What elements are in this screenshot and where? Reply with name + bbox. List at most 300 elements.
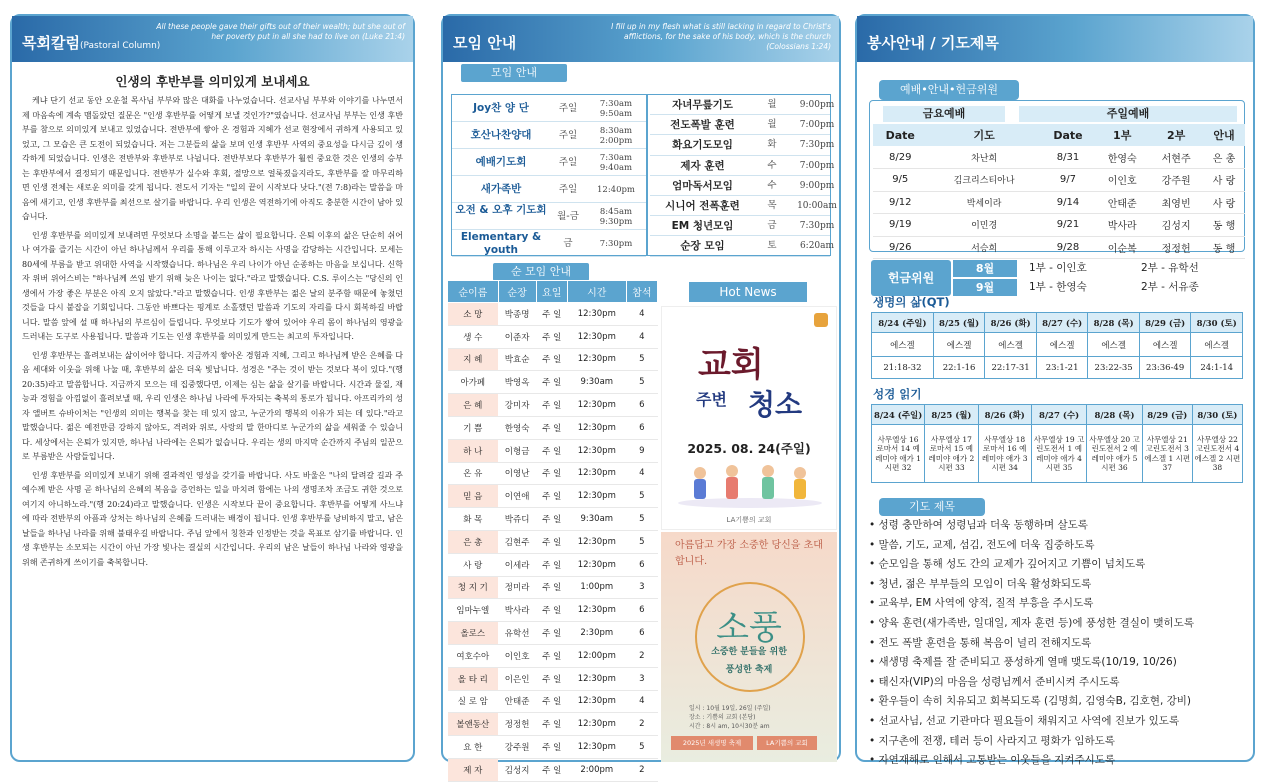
table-cell: 12:30pm xyxy=(567,348,626,371)
meeting-name: 전도폭발 훈련 xyxy=(670,119,735,132)
meetings-left-column xyxy=(452,95,648,255)
meeting-row xyxy=(452,149,646,176)
meeting-day: 금 xyxy=(563,238,573,249)
poster2-church-tag: LA기쁨의 교회 xyxy=(757,736,817,750)
meeting-day: 토 xyxy=(767,240,777,252)
table-cell: 여호수아 xyxy=(448,644,499,667)
new-life-festival-poster xyxy=(661,532,837,762)
meeting-time: 7:00pm xyxy=(799,120,835,131)
table-row xyxy=(448,348,658,371)
table-cell: 아가페 xyxy=(448,371,499,394)
meeting-name: 자녀무릎기도 xyxy=(672,99,733,111)
table-cell: 이연애 xyxy=(498,485,536,508)
table-cell: 3 xyxy=(626,576,657,599)
qt-label: 생명의 삶(QT) xyxy=(873,295,950,309)
qt-verse: 23:36-49 xyxy=(1139,357,1191,379)
prayer-item: • 전도 폭발 훈련을 통해 복음이 널리 전해지도록 xyxy=(869,636,1092,649)
qt-table xyxy=(871,312,1243,379)
table-cell: 정정헌 xyxy=(1149,236,1203,259)
table-cell: 김성지 xyxy=(1149,214,1203,237)
prayer-item: • 교육부, EM 사역에 양적, 질적 부흥을 주시도록 xyxy=(869,597,1094,610)
table-cell: 박효순 xyxy=(498,348,536,371)
table-cell: 4 xyxy=(626,690,657,713)
table-cell: 6 xyxy=(626,416,657,439)
table-cell: 주 일 xyxy=(536,576,567,599)
table-cell: 주 일 xyxy=(536,371,567,394)
sunday-label: 주일예배 xyxy=(1019,106,1237,122)
table-cell: 12:30pm xyxy=(567,439,626,462)
table-cell: 요 한 xyxy=(448,736,499,759)
table-cell: 9/12 xyxy=(873,191,927,214)
table-cell: 12:30pm xyxy=(567,485,626,508)
meeting-day: 화 xyxy=(767,139,777,151)
table-cell: 6 xyxy=(626,553,657,576)
table-cell: 주 일 xyxy=(536,553,567,576)
table-cell: 9/26 xyxy=(873,236,927,259)
prayer-item: • 지구촌에 전쟁, 테러 등이 사라지고 평화가 임하도록 xyxy=(869,734,1115,747)
meeting-name: 엄마독서모임 xyxy=(672,179,733,192)
meeting-row xyxy=(650,176,835,196)
meeting-time: 6:20am xyxy=(799,241,835,252)
table-cell: 주 일 xyxy=(536,508,567,531)
meeting-time: 7:30am 9:40am xyxy=(599,152,633,173)
table-cell: 4 xyxy=(626,462,657,485)
qt-header: 8/25 (월) xyxy=(933,313,985,333)
meeting-name: 오전 & 오후 기도회 xyxy=(455,203,547,216)
table-cell: 믿 음 xyxy=(448,485,499,508)
prayer-item: • 새생명 축제를 잘 준비되고 풍성하게 열매 맺도록(10/19, 10/26) xyxy=(869,656,1177,669)
meeting-row xyxy=(452,176,646,203)
table-cell: 볼앤동산 xyxy=(448,713,499,736)
qt-book: 에스겔 xyxy=(1036,333,1088,357)
table-row xyxy=(448,416,658,439)
table-row xyxy=(448,394,658,417)
table-cell: 이형금 xyxy=(498,439,536,462)
prayer-item: • 환우들이 속히 치유되고 회복되도록 (김명희, 김영숙B, 김호현, 강비) xyxy=(869,695,1192,708)
table-row xyxy=(873,146,1245,169)
meeting-day: 주일 xyxy=(558,184,578,195)
table-row xyxy=(448,736,658,759)
meeting-day: 월 xyxy=(767,99,777,110)
meeting-day: 주일 xyxy=(558,130,578,141)
meeting-time: 12:40pm xyxy=(597,184,635,195)
table-cell: 12:30pm xyxy=(567,325,626,348)
table-cell: 9/28 xyxy=(1041,236,1095,259)
meeting-row xyxy=(650,135,835,155)
qt-header: 8/26 (화) xyxy=(985,313,1037,333)
meeting-day: 주일 xyxy=(558,103,578,114)
meeting-time: 9:00pm xyxy=(799,100,835,111)
table-cell: 온 유 xyxy=(448,462,499,485)
table-cell: 한영숙 xyxy=(498,416,536,439)
meeting-time: 9:00pm xyxy=(799,180,835,191)
bible-header: 8/27 (수) xyxy=(1031,405,1086,425)
table-cell: 박사라 xyxy=(1095,214,1149,237)
table-cell: 9/5 xyxy=(873,169,927,192)
table-cell: 강주원 xyxy=(498,736,536,759)
table-cell: 이준자 xyxy=(498,325,536,348)
table-cell: 4 xyxy=(626,303,657,326)
table-cell: 9/7 xyxy=(1041,169,1095,192)
cleanup-illustration-icon xyxy=(672,459,828,509)
bible-cell: 사무엘상 22 고린도전서 4 에스겔 2 시편 38 xyxy=(1192,425,1242,483)
table-cell: 5 xyxy=(626,371,657,394)
table-row xyxy=(873,236,1245,259)
meeting-time: 8:45am 9:30pm xyxy=(599,206,633,227)
table-cell: 2:00pm xyxy=(567,758,626,781)
friday-label: 금요예배 xyxy=(883,106,1005,122)
soon-header: 요일 xyxy=(536,281,567,303)
meeting-day: 월-금 xyxy=(557,211,579,222)
table-cell: 김현주 xyxy=(498,530,536,553)
qt-book: 에스겔 xyxy=(933,333,985,357)
article-title: 인생의 후반부를 의미있게 보내세요 xyxy=(115,74,310,89)
table-cell: 주 일 xyxy=(536,690,567,713)
table-cell: 2:30pm xyxy=(567,622,626,645)
table-cell: 3 xyxy=(626,667,657,690)
table-cell: 김성지 xyxy=(498,758,536,781)
table-row xyxy=(448,622,658,645)
pastoral-title: 목회칼럼(Pastoral Column) xyxy=(22,34,161,52)
table-cell: 지 혜 xyxy=(448,348,499,371)
pastoral-verse: All these people gave their gifts out of their wealth; but she out of her poverty put in all she had to live on (Luke 21:4) xyxy=(156,22,405,41)
meeting-name: Joy찬 양 단 xyxy=(473,102,529,114)
qt-book: 에스겔 xyxy=(985,333,1037,357)
table-cell: 강주원 xyxy=(1149,169,1203,192)
prayer-item: • 자연재해로 인해서 고통받는 이웃들을 지켜주시도록 xyxy=(869,754,1116,767)
table-cell: 은 혜 xyxy=(448,394,499,417)
meeting-name: EM 청년모임 xyxy=(671,220,734,233)
table-cell: 안태준 xyxy=(498,690,536,713)
meeting-day: 수 xyxy=(767,159,777,171)
table-cell: 박세이라 xyxy=(927,191,1040,214)
meeting-time: 7:30pm xyxy=(599,238,633,249)
table-cell: 12:30pm xyxy=(567,736,626,759)
table-row xyxy=(448,644,658,667)
table-cell: 박종명 xyxy=(498,303,536,326)
offering-first: 1부 - 이인호 xyxy=(1029,262,1087,274)
meeting-name: 호산나찬양대 xyxy=(470,129,532,141)
table-cell: 2 xyxy=(626,758,657,781)
table-cell: 주 일 xyxy=(536,348,567,371)
table-cell: 올로스 xyxy=(448,622,499,645)
table-cell: 주 일 xyxy=(536,485,567,508)
bible-cell: 사무엘상 18 로마서 16 예레미야 애가 3 시편 34 xyxy=(978,425,1031,483)
meetings-title: 모임 안내 xyxy=(453,34,517,52)
table-row xyxy=(448,576,658,599)
table-cell: 사 랑 xyxy=(448,553,499,576)
prayer-item: • 태신자(VIP)의 마음을 성령님께서 준비시켜 주시도록 xyxy=(869,675,1120,688)
prayer-item: • 양육 훈련(새가족반, 일대일, 제자 훈련 등)에 풍성한 결실이 맺히도록 xyxy=(869,616,1194,629)
table-cell: 이순복 xyxy=(1095,236,1149,259)
offering-second: 2부 - 서유종 xyxy=(1141,281,1199,293)
table-cell: 주 일 xyxy=(536,416,567,439)
offering-first: 1부 - 한영숙 xyxy=(1029,281,1087,293)
hot-news xyxy=(657,282,837,762)
meetings-panel xyxy=(441,14,841,776)
poster2-festival-tag: 2025년 새생명 축제 xyxy=(671,736,753,750)
meeting-row xyxy=(452,95,646,122)
bible-header: 8/28 (목) xyxy=(1087,405,1142,425)
poster2-sub1: 소중한 분들을 위한 xyxy=(711,647,787,657)
poster-title-around: 주변 xyxy=(696,390,727,409)
qt-verse: 23:22-35 xyxy=(1088,357,1140,379)
table-cell: 주 일 xyxy=(536,530,567,553)
table-cell: 하 나 xyxy=(448,439,499,462)
table-cell: 9/21 xyxy=(1041,214,1095,237)
meeting-name: 화요기도모임 xyxy=(672,139,733,152)
table-cell: 서승희 xyxy=(927,236,1040,259)
table-cell: 이인호 xyxy=(498,644,536,667)
bible-cell: 사무엘상 19 고린도전서 1 예레미야 애가 4 시편 35 xyxy=(1031,425,1086,483)
prayer-list xyxy=(869,516,1241,771)
table-cell: 사 랑 xyxy=(1203,169,1245,192)
poster2-sub2: 풍성한 축제 xyxy=(725,665,773,675)
table-cell: 5 xyxy=(626,736,657,759)
service-header xyxy=(857,16,1253,62)
table-row xyxy=(448,713,658,736)
meeting-day: 주일 xyxy=(558,157,578,168)
meeting-row xyxy=(650,115,835,135)
qt-verse: 24:1-14 xyxy=(1191,357,1243,379)
table-cell: 주 일 xyxy=(536,667,567,690)
table-row xyxy=(448,485,658,508)
meeting-row xyxy=(650,236,835,256)
table-row xyxy=(448,508,658,531)
table-cell: 주 일 xyxy=(536,736,567,759)
table-cell: 12:30pm xyxy=(567,713,626,736)
table-cell: 주 일 xyxy=(536,325,567,348)
church-logo-icon xyxy=(814,313,828,327)
service-header: 1부 xyxy=(1095,124,1149,146)
table-row xyxy=(873,169,1245,192)
table-cell: 12:30pm xyxy=(567,530,626,553)
meetings-right-column xyxy=(650,95,837,255)
table-cell: 9 xyxy=(626,439,657,462)
table-cell: 이은인 xyxy=(498,667,536,690)
table-cell: 최영빈 xyxy=(1149,191,1203,214)
table-cell: 2 xyxy=(626,644,657,667)
poster-church-name: LA기쁨의 교회 xyxy=(726,516,772,524)
table-cell: 4 xyxy=(626,325,657,348)
poster2-invite: 아름답고 가장 소중한 당신을 초대합니다. xyxy=(675,540,823,567)
meeting-row xyxy=(650,156,835,176)
poster-date: 2025. 08. 24(주일) xyxy=(687,441,811,456)
table-cell: 동 행 xyxy=(1203,236,1245,259)
meeting-time: 7:30pm xyxy=(799,140,835,151)
table-cell: 8/31 xyxy=(1041,146,1095,169)
table-row xyxy=(448,325,658,348)
service-header: 안내 xyxy=(1203,124,1245,146)
meeting-row xyxy=(452,122,646,149)
service-header: Date xyxy=(1041,124,1095,146)
prayer-item: • 성령 충만하여 성령님과 더욱 동행하며 살도록 xyxy=(869,519,1088,531)
table-cell: 박사라 xyxy=(498,599,536,622)
table-cell: 제 자 xyxy=(448,758,499,781)
bible-cell: 사무엘상 20 고린도전서 2 예레미야 애가 5 시편 36 xyxy=(1087,425,1142,483)
qt-verse: 22:1-16 xyxy=(933,357,985,379)
bible-cell: 사무엘상 21 고린도전서 3 에스겔 1 시편 37 xyxy=(1142,425,1192,483)
article-paragraph: 인생 후반부를 의미있게 보내기 위해 결과적인 영성을 갖기를 바랍니다. 사도 바울은 "나의 달려갈 길과 주 예수께 받은 사명 곧 하나님의 은혜의 복음을 증언하는 일을 마치려 함에는 나의 생명조차 조금도 귀한 것으로 여기지 아니하노라."(행 20:24)라고 말했습니다. 인생은 시작보다 끝이 중요합니다. 후반부를 어떻게 사느냐에 따라 전반부의 아픔과 상처는 하나님의 은혜를 드러내는 배경이 됩니다. 인생 후반부를 낭비하지 말고, 남은 날들을 하나님 나라를 위해 불태우길 바랍니다. 주님 앞에서 칭찬과 인정받는 것을 목표로 삼기를 바랍니다. 인생 후반부는 소모되는 시간이 아닌 가장 빛나는 결실의 시간입니다. 우리의 남은 날들이 하나님 나라와 영광을 위해 존귀하게 쓰이기를 축복합니다. xyxy=(22,470,403,567)
table-cell: 주 일 xyxy=(536,644,567,667)
offering-month: 8월 xyxy=(953,260,1017,277)
meeting-day: 목 xyxy=(767,200,777,211)
bible-header: 8/26 (화) xyxy=(978,405,1031,425)
table-cell: 12:30pm xyxy=(567,553,626,576)
table-cell: 생 수 xyxy=(448,325,499,348)
article-paragraph: 인생 후반부를 의미있게 보내려면 무엇보다 소명을 붙드는 삶이 필요합니다. 은퇴 이후의 삶은 단순히 쉬어나 여가를 즐기는 시간이 아닌 하나님께서 우리를 통해 이루고자 하시는 사명을 감당하는 시간입니다. 모세는 80세에 부름을 받고 위대한 사역을 시작했습니다. 하나님은 우리 나이가 아닌 순종하는 마음을 보십니다. 신학자 위버 위어스비는 "하나님께 쓰임 받기 위해 늦은 나이는 없다."라고 말했습니다. C.S. 루이스는 "당신의 인생에서 가장 좋은 부분은 아직 오지 않았다."라고 말했습니다. 인생 후반부는 젊은 날의 분주함 때문에 놓쳤던 것들을 다시 붙잡을 기회입니다. 그동안 바쁘다는 핑계로 소홀했던 말씀과 기도의 자리를 다시 회복하길 바랍니다. 말씀 앞에 설 때 하나님의 부르심이 들립니다. 무엇보다 기도가 쌓여 있어야 우리 몸이 하나님의 영광을 드러내는 도구로 사용됩니다. 말씀과 기도는 인생 후반부를 의미있게 만드는 최고의 투자입니다. xyxy=(22,230,403,341)
table-row xyxy=(448,599,658,622)
table-cell: 이민경 xyxy=(927,214,1040,237)
table-cell: 8/29 xyxy=(873,146,927,169)
meeting-name: Elementary & youth xyxy=(460,230,542,256)
qt-book: 에스겔 xyxy=(1139,333,1191,357)
soon-meeting-table xyxy=(447,280,658,782)
meeting-row xyxy=(452,203,646,230)
table-cell: 12:30pm xyxy=(567,462,626,485)
bible-header: 8/25 (월) xyxy=(925,405,978,425)
table-cell: 6 xyxy=(626,599,657,622)
table-cell: 한영숙 xyxy=(1095,146,1149,169)
poster-title-church: 교회 xyxy=(698,345,764,385)
table-cell: 김크리스티아나 xyxy=(927,169,1040,192)
soon-header: 순장 xyxy=(498,281,536,303)
meetings-table xyxy=(451,94,837,256)
table-row xyxy=(448,690,658,713)
table-cell: 12:30pm xyxy=(567,303,626,326)
meetings-verse: I fill up in my flesh what is still lacking in regard to Christ's afflictions, for the sake of his body, which is the church (Colossians 1:24) xyxy=(611,22,831,51)
prayer-label: 기도 제목 xyxy=(879,498,985,516)
qt-book: 에스겔 xyxy=(1088,333,1140,357)
table-cell: 9/14 xyxy=(1041,191,1095,214)
qt-verse: 22:17-31 xyxy=(985,357,1037,379)
table-cell: 강미자 xyxy=(498,394,536,417)
table-cell: 박영옥 xyxy=(498,371,536,394)
meeting-row xyxy=(452,230,646,257)
table-cell: 유학선 xyxy=(498,622,536,645)
table-cell: 12:30pm xyxy=(567,394,626,417)
meeting-time: 8:30am 2:00pm xyxy=(599,125,633,146)
meeting-name: 새가족반 xyxy=(480,183,522,195)
table-cell: 12:30pm xyxy=(567,667,626,690)
table-cell: 2 xyxy=(626,713,657,736)
meeting-day: 월 xyxy=(767,119,777,131)
article-paragraph: 인생 후반부는 흘려보내는 삶이어야 합니다. 지금까지 쌓아온 경험과 지혜, 그리고 하나님께 받은 은혜를 다음 세대와 이웃을 위해 나눌 때, 후반부의 삶은 더욱 빛납니다. 성경은 "주는 것이 받는 것보다 복이 있다."(행 20:35)라고 말씀합니다. 지금까지 모으는 데 집중했다면, 이제는 심는 삶을 살기를 바랍니다. 시간과 물질, 재능과 경험을 아낌없이 흘려보낼 때, 우리 인생은 하나님 나라에 투자되는 축복의 통로가 됩니다. 아프리카의 성자 앨버트 슈바이처는 "인생의 의미는 행복을 찾는 데 있지 않고, 누군가의 행복의 이유가 되는 데 있다."라고 말했습니다. 젊은 예전만큼 강하지 않아도, 격려와 위로, 사랑의 말 한마디로 누군가의 삶을 세워줄 수 있습니다. 세상에서는 은퇴가 있지만, 하나님 나라에는 은퇴가 없습니다. 우리는 생의 마지막 순간까지 주님의 일꾼으로 부름받은 사람들입니다. xyxy=(22,350,403,461)
table-cell: 주 일 xyxy=(536,758,567,781)
table-cell: 이세라 xyxy=(498,553,536,576)
table-cell: 12:30pm xyxy=(567,690,626,713)
table-row xyxy=(448,371,658,394)
table-cell: 은 총 xyxy=(1203,146,1245,169)
meeting-row xyxy=(650,196,837,216)
table-row xyxy=(448,303,658,326)
offering-label: 헌금위원 xyxy=(871,260,951,296)
qt-verse: 21:18-32 xyxy=(872,357,934,379)
table-cell: 청 지 기 xyxy=(448,576,499,599)
table-cell: 6 xyxy=(626,622,657,645)
table-cell: 주 일 xyxy=(536,303,567,326)
pastoral-header xyxy=(12,16,413,62)
table-row xyxy=(448,462,658,485)
table-cell: 기 쁨 xyxy=(448,416,499,439)
prayer-item: • 청년, 젊은 부부들의 모임이 더욱 활성화되도록 xyxy=(869,577,1092,590)
soon-header: 순이름 xyxy=(448,281,499,303)
table-cell: 사 랑 xyxy=(1203,191,1245,214)
service-panel xyxy=(855,14,1255,767)
soon-header: 참석 xyxy=(626,281,657,303)
meeting-time: 7:30am 9:50am xyxy=(599,98,633,119)
pastoral-column-panel xyxy=(10,14,415,762)
qt-header: 8/27 (수) xyxy=(1036,313,1088,333)
table-cell: 12:30pm xyxy=(567,416,626,439)
bible-table xyxy=(871,404,1243,483)
table-cell: 동 행 xyxy=(1203,214,1245,237)
table-cell: 5 xyxy=(626,348,657,371)
table-cell: 주 일 xyxy=(536,394,567,417)
qt-header: 8/29 (금) xyxy=(1139,313,1191,333)
meetings-header xyxy=(443,16,839,62)
qt-verse: 23:1-21 xyxy=(1036,357,1088,379)
table-cell: 은 총 xyxy=(448,530,499,553)
meeting-time: 7:00pm xyxy=(799,160,835,171)
table-cell: 주 일 xyxy=(536,713,567,736)
table-cell: 5 xyxy=(626,485,657,508)
service-table xyxy=(873,124,1245,259)
hot-news-label: Hot News xyxy=(689,282,807,302)
prayer-item: • 순모임을 통해 성도 간의 교제가 깊어지고 기쁨이 넘치도록 xyxy=(869,558,1146,571)
meeting-name: 순장 모임 xyxy=(680,240,725,253)
bible-header: 8/29 (금) xyxy=(1142,405,1192,425)
meeting-name: 제자 훈련 xyxy=(680,159,725,172)
table-cell: 12:30pm xyxy=(567,599,626,622)
article-body xyxy=(22,94,403,754)
service-header: Date xyxy=(873,124,927,146)
table-cell: 주 일 xyxy=(536,622,567,645)
table-cell: 올 타 리 xyxy=(448,667,499,690)
table-row xyxy=(448,530,658,553)
poster2-title: 소풍 xyxy=(716,608,782,648)
table-row xyxy=(448,667,658,690)
meeting-name: 시니어 전폭훈련 xyxy=(665,200,740,212)
service-pill: 예배•안내•헌금위원 xyxy=(879,80,1019,100)
bible-header: 8/30 (토) xyxy=(1192,405,1242,425)
offering-month: 9월 xyxy=(953,279,1017,296)
qt-header: 8/28 (목) xyxy=(1088,313,1140,333)
table-cell: 임마누엘 xyxy=(448,599,499,622)
table-cell: 주 일 xyxy=(536,599,567,622)
soon-meeting-pill: 순 모임 안내 xyxy=(493,263,589,281)
table-cell: 주 일 xyxy=(536,462,567,485)
table-cell: 차난희 xyxy=(927,146,1040,169)
table-row xyxy=(448,758,658,781)
meeting-time: 10:00am xyxy=(797,201,837,212)
table-cell: 주 일 xyxy=(536,439,567,462)
table-row xyxy=(873,214,1245,237)
service-title: 봉사안내 / 기도제목 xyxy=(867,34,999,52)
soon-header: 시간 xyxy=(567,281,626,303)
table-cell: 12:00pm xyxy=(567,644,626,667)
bible-cell: 사무엘상 17 로마서 15 예레미야 애가 2 시편 33 xyxy=(925,425,978,483)
service-header: 기도 xyxy=(927,124,1040,146)
poster2-info: 일시 : 10월 19일, 26일 (주일) 장소 : 기쁨의 교회 (본당) 시간 : 8시 am, 10시30분 am xyxy=(689,705,771,730)
table-cell: 실 로 암 xyxy=(448,690,499,713)
prayer-item: • 선교사님, 선교 기관마다 필요들이 채워지고 사역에 진보가 있도록 xyxy=(869,714,1180,727)
table-cell: 5 xyxy=(626,530,657,553)
table-cell: 서현주 xyxy=(1149,146,1203,169)
meeting-day: 수 xyxy=(767,179,777,191)
poster-title-cleanup: 청소 xyxy=(748,388,803,421)
bible-header: 8/24 (주일) xyxy=(872,405,925,425)
